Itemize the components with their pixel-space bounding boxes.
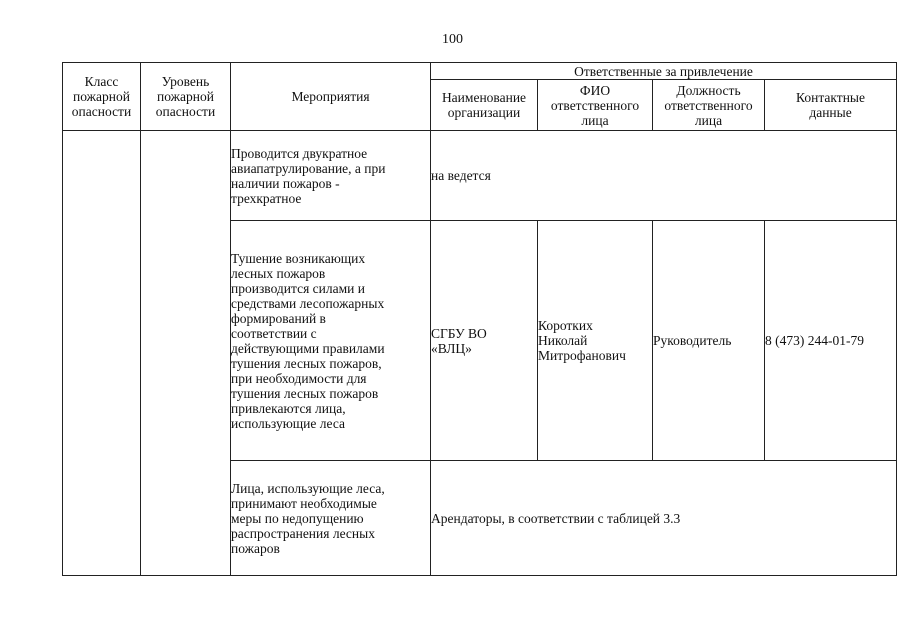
- header-fio: [538, 80, 653, 131]
- org-cell: [431, 221, 538, 461]
- event-text: Тушение возникающих лесных пожаров производится силами и средствами лесопожарных формирований в соответствии с действующими правилами тушения лесных пожаров, при необходимости для тушения лесных пожаров привлекаются лица, использующие леса: [231, 250, 385, 431]
- event-text: Проводится двукратное авиапатрулирование, а при наличии пожаров - трехкратное: [231, 145, 386, 206]
- header-position-label: Должность ответственного лица: [664, 82, 753, 128]
- header-class-label: Класс пожарной опасности: [71, 74, 132, 119]
- header-event: [231, 63, 431, 131]
- header-org-label: Наименование организации: [441, 90, 527, 120]
- table-row: [63, 131, 897, 221]
- header-position: [653, 80, 765, 131]
- header-event-label: Мероприятия: [291, 89, 370, 104]
- merged-note-text: на ведется: [431, 168, 491, 183]
- contact-text: 8 (473) 244-01-79: [765, 333, 864, 348]
- position-cell: [653, 221, 765, 461]
- header-contact-label: Контактные данные: [796, 90, 865, 120]
- header-fio-label: ФИО ответственного лица: [550, 82, 640, 128]
- header-level-label: Уровень пожарной опасности: [155, 74, 216, 119]
- fire-measures-table: [62, 62, 897, 576]
- event-text: Лица, использующие леса, принимают необходимые меры по недопущению распространения лесных пожаров: [231, 480, 385, 556]
- position-text: Руководитель: [653, 333, 732, 348]
- contact-cell: [765, 221, 897, 461]
- fio-text: Коротких Николай Митрофанович: [538, 318, 626, 363]
- page-number: 100: [442, 32, 463, 47]
- fio-cell: [538, 221, 653, 461]
- header-responsible-group: [431, 63, 897, 80]
- event-cell: [231, 131, 431, 221]
- class-cell: [63, 131, 141, 576]
- level-cell: [141, 131, 231, 576]
- header-class: [63, 63, 141, 131]
- merged-note-cell: [431, 461, 897, 576]
- header-org: [431, 80, 538, 131]
- org-text: СГБУ ВО «ВЛЦ»: [431, 325, 487, 356]
- event-cell: [231, 461, 431, 576]
- header-level: [141, 63, 231, 131]
- header-responsible-label: Ответственные за привлечение: [574, 63, 753, 79]
- header-contact: [765, 80, 897, 131]
- merged-note-text: Арендаторы, в соответствии с таблицей 3.3: [431, 510, 681, 526]
- merged-note-cell: [431, 131, 897, 221]
- event-cell: [231, 221, 431, 461]
